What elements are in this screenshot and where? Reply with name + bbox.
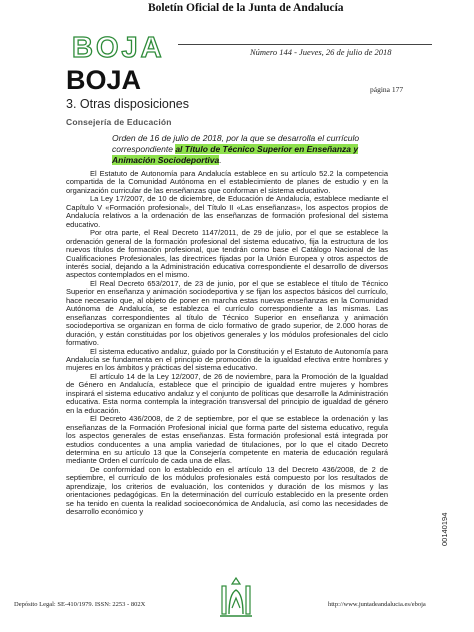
paragraph: Por otra parte, el Real Decreto 1147/2011, de 29 de julio, por el que se establece la ordenación general de la formación profesional del sistema educativo, fija la estructura de los nuevos títulos de formación profesional, que tendrán como base el Catálogo Nacional de las Cualificaciones Profesionales, las directrices fijadas por la Unión Europea y otros aspectos de interés social, dejando a la Administración educativa correspondiente el desarrollo de diversos aspectos contemplados en el mismo. [66,228,388,280]
order-text-end: . [219,155,222,165]
bulletin-title: Boletín Oficial de la Junta de Andalucía [148,2,344,14]
page-number: página 177 [370,85,404,94]
order-highlight: al Título de Técnico Superior en Enseñanza y Animación Sociodeportiva [112,144,359,165]
body-text [66,170,388,517]
paragraph: El artículo 14 de la Ley 12/2007, de 26 de noviembre, para la Promoción de la Igualdad de Género en Andalucía, establece que el principio de igualdad entre mujeres y hombres inspirará el sistema educativo andaluz y el conjunto de políticas que desarrolle la Administración educativa. Esta norma contempla la integración transversal del principio de igualdad de género en la educación. [66,371,388,415]
junta-emblem-icon [216,576,256,625]
paragraph: El Estatuto de Autonomía para Andalucía establece en su artículo 52.2 la competencia compartida de la Comunidad Autónoma en el establecimiento de planes de estudio y en la organización curricular de las enseñanzas que conforman el sistema educativo. [66,169,388,195]
header-divider [178,44,432,45]
paragraph: La Ley 17/2007, de 10 de diciembre, de Educación de Andalucía, establece mediante el Capítulo V «Formación profesional», del Título II «Las enseñanzas», los aspectos propios de Andalucía relativos a la ordenación de las enseñanzas de formación profesional del sistema educativo. [66,194,388,229]
issue-info: Número 144 - Jueves, 26 de julio de 2018 [250,47,392,57]
masthead-title: BOJA [66,65,142,95]
paragraph: El Decreto 436/2008, de 2 de septiembre, por el que se establece la ordenación y las enseñanzas de la Formación Profesional inicial que forma parte del sistema educativo, regula los aspectos generales de estas enseñanzas. Esta formación profesional está integrada por estudios conducentes a una amplia variedad de titulaciones, por lo que el citado Decreto determina en su artículo 13 que la Consejería competente en materia de educación regulará mediante Orden el currículo de cada una de ellas. [66,414,388,466]
section-heading: 3. Otras disposiciones [66,97,189,111]
boja-logo: BOJA [72,32,165,64]
website-link[interactable]: http://www.juntadeandalucia.es/eboja [328,601,426,608]
paragraph: El sistema educativo andaluz, guiado por la Constitución y el Estatuto de Autonomía para Andalucía se fundamenta en el principio de promoción de la igualdad efectiva entre hombres y mujeres en los ámbitos y prácticas del sistema educativo. [66,346,388,373]
order-text: Orden de 16 de julio de 2018, por la que se desarrolla el currículo correspondiente [112,133,360,154]
paragraph: De conformidad con lo establecido en el artículo 13 del Decreto 436/2008, de 2 de septiembre, el currículo de los módulos profesionales está compuesto por los resultados de aprendizaje, los criterios de evaluación, los contenidos y duración de los mismos y las orientaciones pedagógicas. En la determinación del currículo establecido en la presente orden se ha tenido en cuenta la realidad socioeconómica de Andalucía, así como las necesidades de desarrollo económico y [66,464,388,517]
paragraph: El Real Decreto 653/2017, de 23 de junio, por el que se establece el título de Técnico Superior en enseñanza y animación sociodeportiva y se fijan los aspectos básicos del currículo, hace necesario que, al objeto de poner en marcha estas nuevas enseñanzas en la Comunidad Autónoma de Andalucía, se establezca el currículo correspondiente a las mismas. Las enseñanzas correspondientes al título de Técnico Superior en enseñanza y animación sociodeportiva se organizan en forma de ciclo formativo de grado superior, de 2.000 horas de duración, y están constituidas por los objetivos generales y los módulos profesionales del ciclo formativo. [66,278,388,348]
document-code: 00140194 [440,512,449,546]
order-title [112,133,390,166]
legal-deposit: Depósito Legal: SE-410/1979. ISSN: 2253 - 802X [14,601,146,608]
ministry-name: Consejería de Educación [66,117,172,127]
